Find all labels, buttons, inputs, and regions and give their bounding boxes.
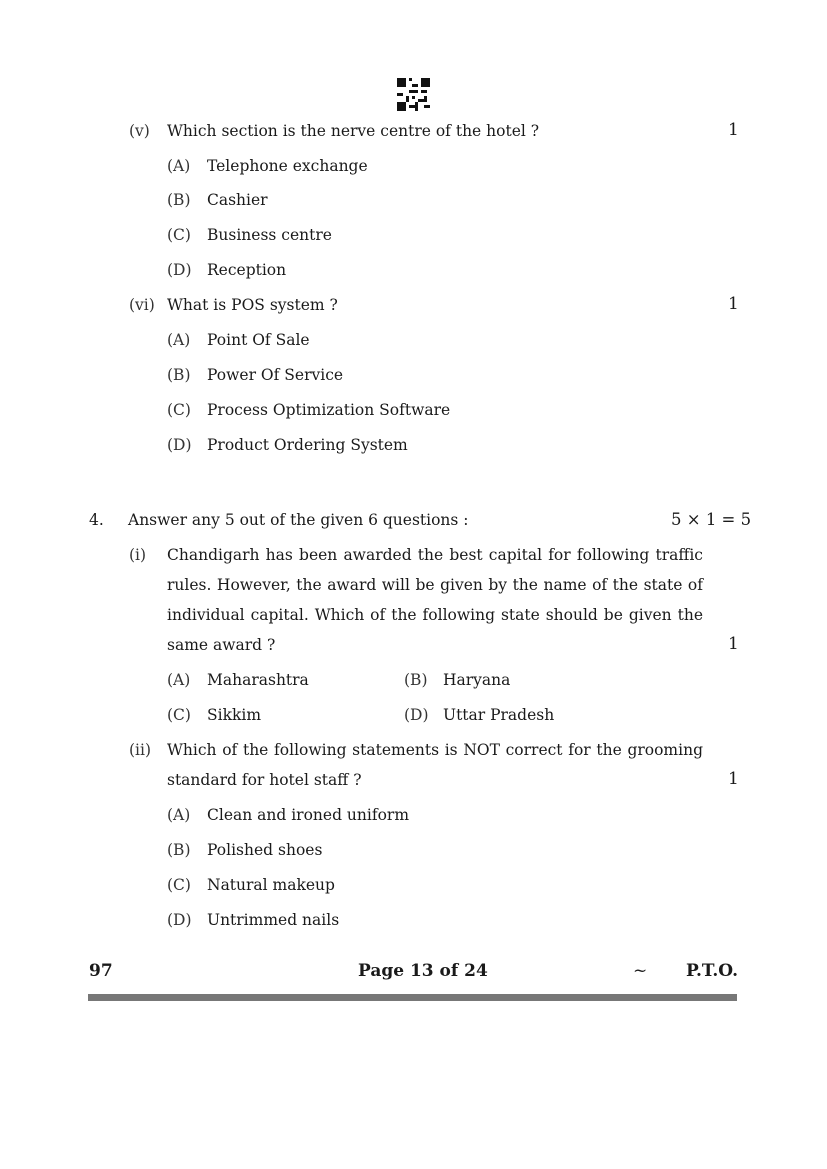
- option-text: Business centre: [207, 226, 332, 244]
- question-text-line: Which of the following statements is NOT correct for the grooming: [167, 741, 703, 759]
- footer-divider: [88, 994, 737, 1001]
- option-text: Uttar Pradesh: [443, 706, 555, 724]
- question-text-line: Chandigarh has been awarded the best capital for following traffic: [167, 546, 703, 564]
- page-number: Page 13 of 24: [358, 961, 488, 981]
- question-text: Which section is the nerve centre of the hotel ?: [167, 122, 540, 140]
- option-label: (C): [167, 226, 191, 244]
- paper-code: 97: [89, 961, 113, 981]
- option-label: (A): [167, 806, 191, 824]
- section-instruction: Answer any 5 out of the given 6 questions :: [128, 511, 469, 529]
- option-text: Clean and ironed uniform: [207, 806, 410, 824]
- option-label: (D): [404, 706, 429, 724]
- option-text: Polished shoes: [207, 841, 323, 859]
- question-marks: 1: [728, 769, 739, 789]
- option-text: Untrimmed nails: [207, 911, 340, 929]
- option-text: Natural makeup: [207, 876, 335, 894]
- option-text: Point Of Sale: [207, 331, 310, 349]
- tilde-mark: ~: [633, 961, 648, 981]
- option-label: (B): [167, 841, 191, 859]
- option-label: (B): [167, 366, 191, 384]
- option-text: Process Optimization Software: [207, 401, 451, 419]
- section-total-marks: 5 × 1 = 5: [671, 510, 752, 529]
- question-text-line: rules. However, the award will be given by the name of the state of: [167, 576, 703, 594]
- option-label: (A): [167, 671, 191, 689]
- option-text: Telephone exchange: [207, 157, 368, 175]
- question-marks: 1: [728, 120, 739, 140]
- option-text: Maharashtra: [207, 671, 309, 689]
- question-number: (vi): [129, 296, 155, 314]
- question-marks: 1: [728, 294, 739, 314]
- question-number: (ii): [129, 741, 152, 759]
- question-marks: 1: [728, 634, 739, 654]
- option-text: Cashier: [207, 191, 268, 209]
- question-text-line: same award ?: [167, 636, 276, 654]
- option-label: (B): [404, 671, 428, 689]
- question-number: 4.: [89, 511, 104, 529]
- option-label: (D): [167, 436, 192, 454]
- option-label: (A): [167, 331, 191, 349]
- option-label: (C): [167, 401, 191, 419]
- question-text: What is POS system ?: [167, 296, 338, 314]
- option-label: (B): [167, 191, 191, 209]
- pto-label: P.T.O.: [686, 961, 738, 981]
- option-text: Product Ordering System: [207, 436, 408, 454]
- option-text: Haryana: [443, 671, 511, 689]
- option-label: (A): [167, 157, 191, 175]
- option-label: (C): [167, 876, 191, 894]
- question-number: (v): [129, 122, 150, 140]
- option-text: Power Of Service: [207, 366, 344, 384]
- question-number: (i): [129, 546, 147, 564]
- option-label: (D): [167, 261, 192, 279]
- question-text-line: standard for hotel staff ?: [167, 771, 362, 789]
- option-text: Reception: [207, 261, 287, 279]
- option-label: (C): [167, 706, 191, 724]
- question-text-line: individual capital. Which of the following state should be given the: [167, 606, 703, 624]
- option-text: Sikkim: [207, 706, 262, 724]
- option-label: (D): [167, 911, 192, 929]
- qr-code-icon: [397, 78, 430, 111]
